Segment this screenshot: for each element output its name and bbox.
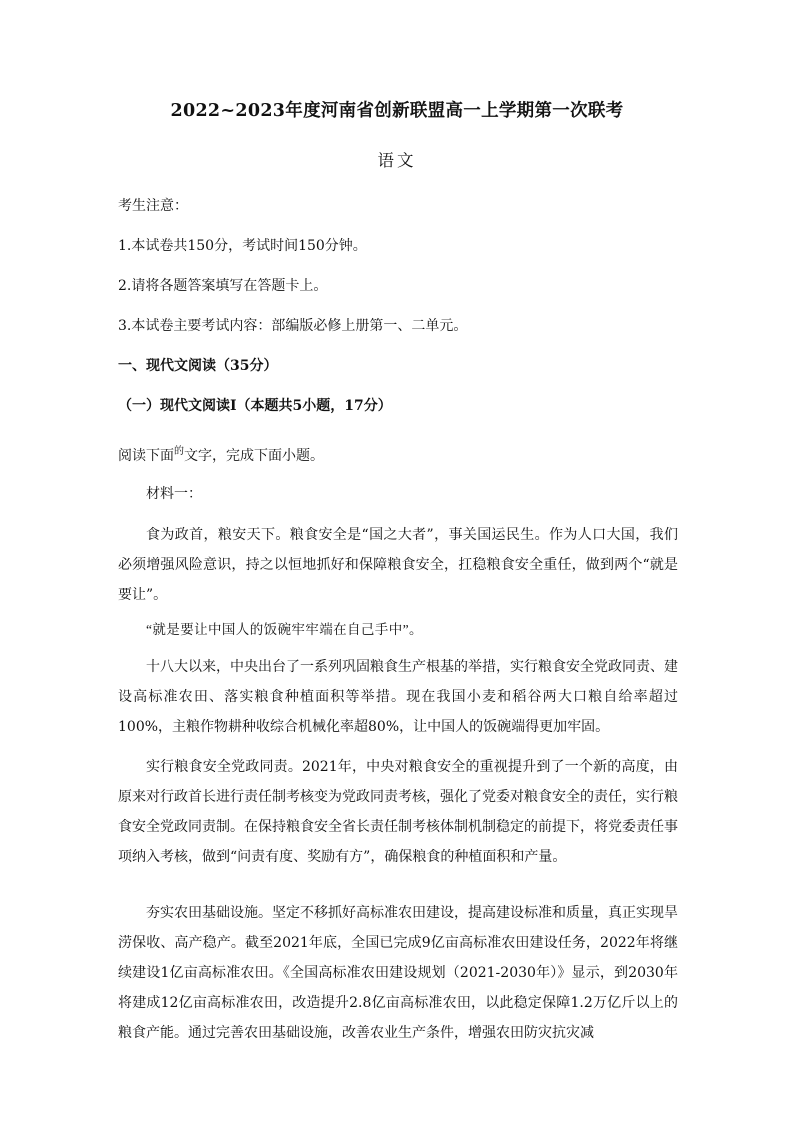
notice-item-1: 1.本试卷共150分，考试时间150分钟。: [118, 238, 367, 254]
paragraph-4: 夯实农田基础设施。坚定不移抓好高标准农田建设，提高建设标准和质量，真正实现旱涝保收、高产稳产。截至2021年底，全国已完成9亿亩高标准农田建设任务，2022年将继续建设1亿亩高标准农田。《全国高标准农田建设规划（2021-2030年）》显示，到2030年将建成12亿亩高标准农田，改造提升2.8亿亩高标准农田，以此稳定保障1.2万亿斤以上的粮食产能。通过完善农田基础设施，改善农业生产条件，增强农田防灾抗灾减: [118, 905, 678, 1041]
notice-heading: 考生注意：: [118, 198, 188, 214]
section-subheading: （一）现代文阅读Ⅰ（本题共5小题，17分）: [118, 398, 392, 414]
reading-instruction: [118, 442, 678, 466]
paragraph-2: 十八大以来，中央出台了一系列巩固粮食生产根基的举措，实行粮食安全党政同责、建设高标准农田、落实粮食种植面积等举措。现在我国小麦和稻谷两大口粮自给率超过100%，主粮作物耕种收综合机械化率超80%，让中国人的饭碗端得更加牢固。: [118, 659, 678, 735]
material-label: 材料一：: [146, 486, 202, 502]
notice-item-2: 2.请将各题答案填写在答题卡上。: [118, 278, 328, 294]
quoted-line: “就是要让中国人的饭碗牢牢端在自己手中”。: [146, 622, 423, 637]
section-heading: 一、现代文阅读（35分）: [118, 358, 278, 374]
notice-item-3: 3.本试卷主要考试内容：部编版必修上册第一、二单元。: [118, 318, 468, 334]
paragraph-1: 食为政首，粮安天下。粮食安全是“国之大者”，事关国运民生。作为人口大国，我们必须增强风险意识，持之以恒地抓好和保障粮食安全，扛稳粮食安全重任，做到两个“就是要让”。: [118, 527, 678, 603]
page-title: 2022~2023年度河南省创新联盟高一上学期第一次联考: [170, 101, 624, 121]
instruction-text-end: 文字，完成下面小题。: [184, 448, 324, 464]
instruction-text-start: 阅读下面: [118, 448, 174, 464]
subject-title: 语文: [377, 151, 417, 170]
instruction-superscript: 的: [174, 446, 184, 457]
paragraph-3: 实行粮食安全党政同责。2021年，中央对粮食安全的重视提升到了一个新的高度，由原来对行政首长进行责任制考核变为党政同责考核，强化了党委对粮食安全的责任，实行粮食安全党政同责制。在保持粮食安全省长责任制考核体制机制稳定的前提下，将党委责任事项纳入考核，做到“问责有度、奖励有方”，确保粮食的种植面积和产量。: [118, 759, 678, 865]
